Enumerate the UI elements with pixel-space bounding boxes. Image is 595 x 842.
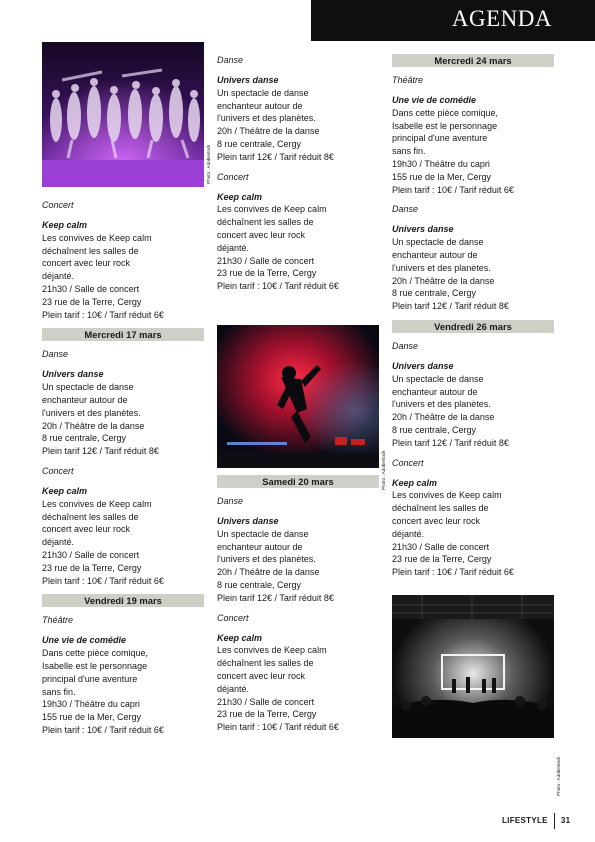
- date-header: Vendredi 19 mars: [42, 594, 204, 607]
- dance-troupe-photo: [42, 42, 204, 187]
- event-time-venue: 20h / Théâtre de la danse: [42, 420, 145, 431]
- photo-credit: Photo : Adobestock: [206, 144, 211, 184]
- event-line: l'univers et des planètes.: [217, 113, 316, 124]
- event-price: Plein tarif : 10€ / Tarif réduit 6€: [217, 281, 339, 292]
- event-line: enchanteur autour de: [392, 249, 478, 260]
- event-price: Plein tarif : 10€ / Tarif réduit 6€: [217, 722, 339, 733]
- event-title: Univers danse: [217, 515, 279, 526]
- event-line: Isabelle est le personnage: [42, 660, 148, 671]
- event-line: Un spectacle de danse: [392, 373, 484, 384]
- event-line: l'univers et des planètes.: [392, 399, 491, 410]
- event-category: Concert: [217, 171, 249, 182]
- event-price: Plein tarif : 10€ / Tarif réduit 6€: [42, 575, 164, 586]
- event-line: concert avec leur rock: [217, 670, 306, 681]
- event-line: enchanteur autour de: [217, 541, 303, 552]
- event-time-venue: 21h30 / Salle de concert: [217, 696, 315, 707]
- event-title: Univers danse: [392, 360, 454, 371]
- agenda-column-2: [217, 54, 386, 734]
- section-name: LIFESTYLE: [502, 815, 548, 825]
- event-time-venue: 20h / Théâtre de la danse: [217, 126, 320, 137]
- page-title: AGENDA: [451, 6, 552, 31]
- event-price: Plein tarif 12€ / Tarif réduit 8€: [217, 592, 334, 603]
- event-price: Plein tarif : 10€ / Tarif réduit 6€: [392, 567, 514, 578]
- event-line: enchanteur autour de: [42, 394, 128, 405]
- event-line: déjanté.: [217, 683, 250, 694]
- event-price: Plein tarif : 10€ / Tarif réduit 6€: [42, 309, 164, 320]
- event-price: Plein tarif 12€ / Tarif réduit 8€: [392, 437, 509, 448]
- event-category: Danse: [42, 349, 69, 360]
- event-line: concert avec leur rock: [392, 515, 481, 526]
- event-line: concert avec leur rock: [42, 258, 131, 269]
- footer-divider: [554, 813, 555, 829]
- event-address: 8 rue centrale, Cergy: [392, 288, 477, 299]
- event-time-venue: 21h30 / Salle de concert: [217, 255, 315, 266]
- date-header: Mercredi 17 mars: [42, 328, 204, 341]
- event-address: 23 rue de la Terre, Cergy: [217, 709, 317, 720]
- event-category: Théâtre: [392, 75, 424, 85]
- event-time-venue: 20h / Théâtre de la danse: [217, 567, 320, 578]
- event-line: Dans cette pièce comique,: [42, 648, 149, 659]
- event-line: l'univers et des planètes.: [217, 554, 316, 565]
- event-title: Keep calm: [42, 485, 88, 496]
- event-price: Plein tarif 12€ / Tarif réduit 8€: [217, 151, 334, 162]
- event-line: déchaînent les salles de: [217, 217, 314, 228]
- event-category: Concert: [42, 200, 74, 210]
- event-line: enchanteur autour de: [392, 386, 478, 397]
- event-line: déjanté.: [42, 271, 75, 282]
- event-title: Une vie de comédie: [392, 95, 477, 105]
- agenda-column-3: [392, 54, 561, 796]
- event-line: Isabelle est le personnage: [392, 120, 498, 131]
- event-time-venue: 19h30 / Théâtre du capri: [42, 699, 140, 710]
- date-header: Samedi 20 mars: [217, 475, 379, 488]
- event-line: principal d'une aventure: [42, 673, 138, 684]
- event-address: 23 rue de la Terre, Cergy: [42, 296, 142, 307]
- event-address: 155 rue de la Mer, Cergy: [392, 171, 492, 182]
- event-title: Keep calm: [217, 191, 263, 202]
- event-price: Plein tarif 12€ / Tarif réduit 8€: [392, 301, 509, 312]
- event-category: Danse: [217, 495, 244, 506]
- event-price: Plein tarif : 10€ / Tarif réduit 6€: [42, 724, 164, 735]
- event-title: Keep calm: [42, 220, 88, 230]
- event-line: déjanté.: [392, 528, 425, 539]
- event-time-venue: 19h30 / Théâtre du capri: [392, 158, 490, 169]
- event-time-venue: 21h30 / Salle de concert: [42, 549, 140, 560]
- event-title: Univers danse: [42, 369, 104, 380]
- event-line: Les convives de Keep calm: [42, 232, 152, 243]
- page-number: 31: [560, 815, 571, 825]
- date-header: Mercredi 24 mars: [392, 54, 554, 67]
- event-title: Univers danse: [392, 224, 454, 235]
- event-line: déchaînent les salles de: [217, 658, 314, 669]
- event-category: Danse: [392, 204, 419, 215]
- event-category: Danse: [217, 55, 244, 65]
- event-line: concert avec leur rock: [42, 524, 131, 535]
- breakdancer-photo: [217, 325, 379, 468]
- event-title: Keep calm: [392, 477, 438, 488]
- event-address: 8 rue centrale, Cergy: [42, 433, 127, 444]
- photo-credit: Photo : Adobestock: [381, 450, 386, 490]
- event-line: déjanté.: [42, 537, 75, 548]
- event-address: 155 rue de la Mer, Cergy: [42, 712, 142, 723]
- event-title: Univers danse: [217, 75, 279, 85]
- event-time-venue: 20h / Théâtre de la danse: [392, 275, 495, 286]
- event-line: Les convives de Keep calm: [217, 204, 327, 215]
- agenda-column-1: [42, 42, 211, 737]
- event-address: 8 rue centrale, Cergy: [217, 138, 302, 149]
- event-address: 8 rue centrale, Cergy: [392, 424, 477, 435]
- event-line: Un spectacle de danse: [42, 382, 134, 393]
- event-line: principal d'une aventure: [392, 133, 488, 144]
- event-line: Un spectacle de danse: [217, 87, 309, 98]
- event-line: Un spectacle de danse: [217, 528, 309, 539]
- event-time-venue: 21h30 / Salle de concert: [42, 283, 140, 294]
- event-line: déjanté.: [217, 242, 250, 253]
- event-line: Les convives de Keep calm: [217, 645, 327, 656]
- event-line: déchaînent les salles de: [42, 245, 139, 256]
- event-address: 23 rue de la Terre, Cergy: [392, 554, 492, 565]
- event-category: Concert: [42, 465, 74, 476]
- event-line: Les convives de Keep calm: [42, 498, 152, 509]
- event-address: 23 rue de la Terre, Cergy: [42, 562, 142, 573]
- event-line: déchaînent les salles de: [42, 511, 139, 522]
- event-time-venue: 20h / Théâtre de la danse: [392, 412, 495, 423]
- event-line: Dans cette pièce comique,: [392, 107, 499, 118]
- event-title: Une vie de comédie: [42, 635, 127, 646]
- event-line: sans fin.: [392, 146, 426, 157]
- event-address: 8 rue centrale, Cergy: [217, 579, 302, 590]
- event-line: Les convives de Keep calm: [392, 490, 502, 501]
- event-line: l'univers et des planètes.: [42, 407, 141, 418]
- event-line: l'univers et des planètes.: [392, 262, 491, 273]
- page-footer: [502, 813, 570, 829]
- event-category: Théâtre: [42, 615, 74, 626]
- event-price: Plein tarif : 10€ / Tarif réduit 6€: [392, 184, 514, 195]
- event-line: sans fin.: [42, 686, 76, 697]
- event-line: déchaînent les salles de: [392, 503, 489, 514]
- concert-stage-photo: [392, 595, 554, 738]
- event-time-venue: 21h30 / Salle de concert: [392, 541, 490, 552]
- event-title: Keep calm: [217, 632, 263, 643]
- date-header: Vendredi 26 mars: [392, 320, 554, 333]
- event-category: Concert: [392, 457, 424, 468]
- event-line: Un spectacle de danse: [392, 237, 484, 248]
- header-bar: [311, 0, 595, 41]
- event-line: enchanteur autour de: [217, 100, 303, 111]
- event-category: Concert: [217, 612, 249, 623]
- photo-credit: Photo : Adobestock: [556, 756, 561, 796]
- event-price: Plein tarif 12€ / Tarif réduit 8€: [42, 446, 159, 457]
- event-address: 23 rue de la Terre, Cergy: [217, 268, 317, 279]
- event-line: concert avec leur rock: [217, 229, 306, 240]
- event-category: Danse: [392, 340, 419, 351]
